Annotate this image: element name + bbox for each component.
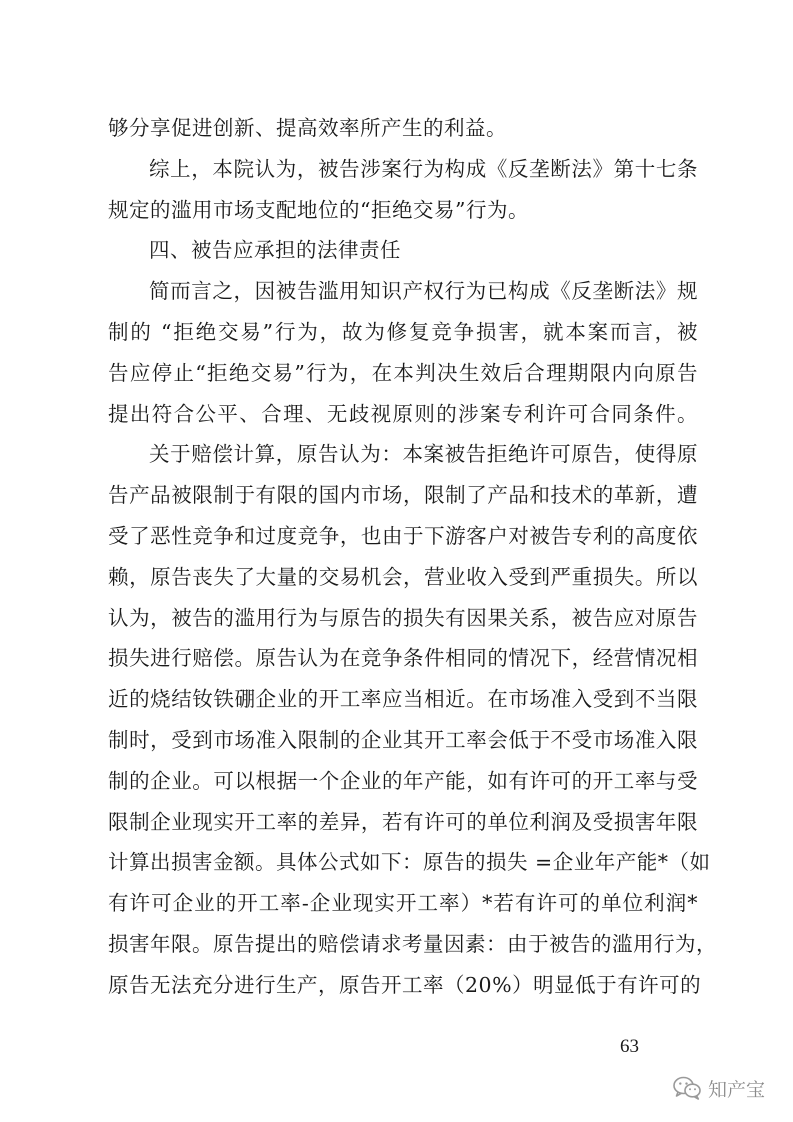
- text-line: 近的烧结钕铁硼企业的开工率应当相近。在市场准入受到不当限: [108, 687, 698, 712]
- text-line: 告应停止“拒绝交易”行为，在本判决生效后合理期限内向原告: [108, 360, 698, 385]
- text-line: 提出符合公平、合理、无歧视原则的涉案专利许可合同条件。: [108, 401, 698, 426]
- text-line: 规定的滥用市场支配地位的“拒绝交易”行为。: [108, 197, 529, 222]
- text-line: 原告无法充分进行生产，原告开工率（20%）明显低于有许可的: [108, 972, 702, 997]
- document-body: [108, 108, 717, 1006]
- text-line: 受了恶性竞争和过度竞争，也由于下游客户对被告专利的高度依: [108, 523, 698, 548]
- text-line: 简而言之，因被告滥用知识产权行为已构成《反垄断法》规: [149, 279, 698, 304]
- text-line: 综上，本院认为，被告涉案行为构成《反垄断法》第十七条: [149, 156, 698, 181]
- text-line: 损失进行赔偿。原告认为在竞争条件相同的情况下，经营情况相: [108, 646, 698, 671]
- watermark: [672, 1072, 765, 1104]
- text-line: 够分享促进创新、提高效率所产生的利益。: [108, 116, 507, 140]
- text-line: 计算出损害金额。具体公式如下：原告的损失 =企业年产能*（如: [108, 850, 711, 875]
- watermark-text: 知产宝: [708, 1078, 766, 1101]
- text-line: 有许可企业的开工率-企业现实开工率）*若有许可的单位利润*: [108, 891, 698, 916]
- text-line: 关于赔偿计算，原告认为：本案被告拒绝许可原告，使得原: [149, 442, 698, 467]
- section-heading: 四、被告应承担的法律责任: [149, 238, 401, 263]
- text-line: 告产品被限制于有限的国内市场，限制了产品和技术的革新，遭: [108, 483, 698, 508]
- text-line: 制时，受到市场准入限制的企业其开工率会低于不受市场准入限: [108, 727, 698, 752]
- wechat-icon: [672, 1075, 702, 1101]
- text-line: 制的企业。可以根据一个企业的年产能，如有许可的开工率与受: [108, 768, 698, 793]
- text-line: 制的 “拒绝交易”行为，故为修复竞争损害，就本案而言，被: [108, 319, 698, 344]
- text-line: 赖，原告丧失了大量的交易机会，营业收入受到严重损失。所以: [108, 564, 698, 589]
- text-line: 限制企业现实开工率的差异，若有许可的单位利润及受损害年限: [108, 809, 698, 834]
- text-line: 认为，被告的滥用行为与原告的损失有因果关系，被告应对原告: [108, 605, 698, 630]
- text-line: 损害年限。原告提出的赔偿请求考量因素：由于被告的滥用行为，: [108, 931, 717, 956]
- page-number: 63: [620, 1036, 639, 1057]
